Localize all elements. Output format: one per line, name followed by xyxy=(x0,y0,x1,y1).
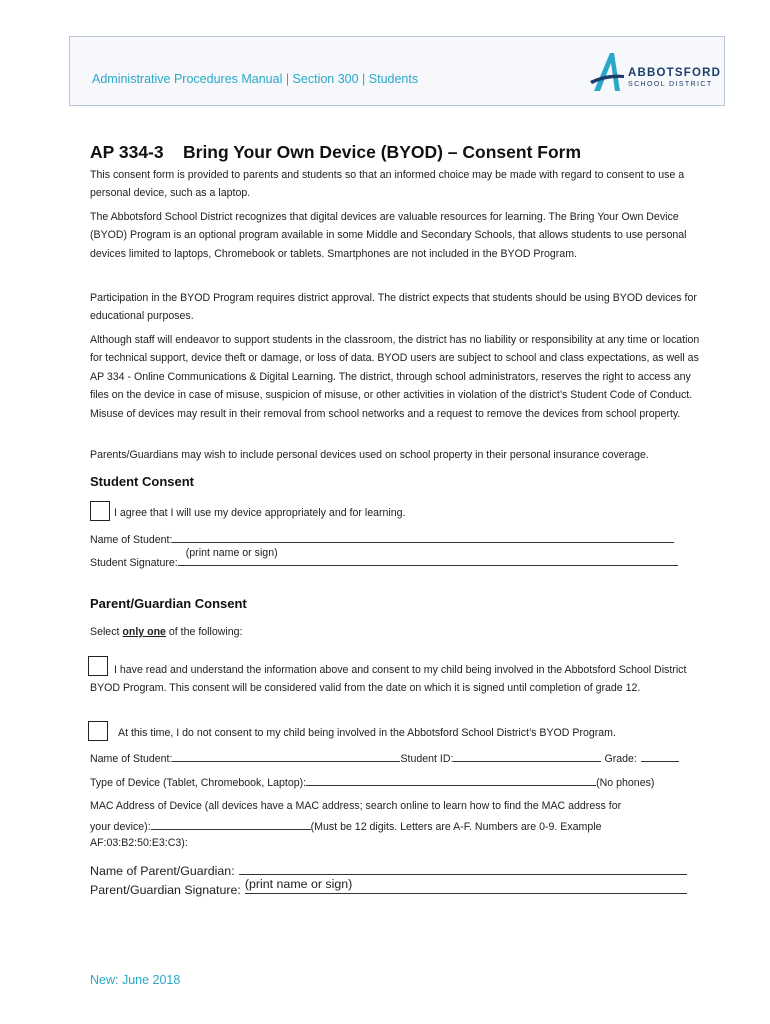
approval-paragraph: Participation in the BYOD Program requires district approval. The district expects that students should be using BYOD devices for educational purposes. xyxy=(90,292,697,323)
select-emphasis: only one xyxy=(122,626,166,638)
select-suffix: of the following: xyxy=(165,626,243,638)
student-signature-field[interactable] xyxy=(178,547,678,566)
device-type-label: Type of Device (Tablet, Chromebook, Laptop): xyxy=(90,777,307,789)
mac-row xyxy=(90,819,602,833)
parent-name-field[interactable] xyxy=(239,864,687,875)
no-consent-option-text: At this time, I do not consent to my child being involved in the Abbotsford School District’s BYOD Program. xyxy=(118,727,616,739)
student-name-field[interactable] xyxy=(172,532,674,543)
no-consent-option-checkbox[interactable] xyxy=(88,721,108,741)
grade-label: Grade: xyxy=(604,753,637,765)
student-signature-hint: (print name or sign) xyxy=(185,547,278,559)
revision-date: New: June 2018 xyxy=(90,973,181,987)
mac-label-cont: your device): xyxy=(90,821,151,833)
parent-student-name-label: Name of Student: xyxy=(90,753,173,765)
parent-signature-hint: (print name or sign) xyxy=(244,877,353,891)
select-prefix: Select xyxy=(90,626,123,638)
abbotsford-logo-icon xyxy=(590,51,626,95)
district-logo xyxy=(590,51,722,100)
grade-field[interactable] xyxy=(641,751,679,762)
page-title xyxy=(90,142,581,163)
mac-label: MAC Address of Device (all devices have a MAC address; search online to learn how to find the MAC address for xyxy=(90,800,622,812)
student-id-field[interactable] xyxy=(453,751,601,762)
program-paragraph: The Abbotsford School District recognizes that digital devices are valuable resources for learning. The Bring Your Own Device (BYOD) Program is an optional program available in some Middle and Secondary Schools, that allows students to use personal devices limited to laptops, Chromebook or tablets. Smartphones are not included in the BYOD Program. xyxy=(90,211,687,260)
student-signature-row xyxy=(90,547,678,569)
liability-paragraph: Although staff will endeavor to support students in the classroom, the district has no liability or responsibility at any time or location for technical support, device theft or damage, or loss of data. BYOD users are subject to school and class expectations, as well as AP 334 - Online Communications & Digital Learning. The district, through school administrators, reserves the right to access any files on the device in case of misuse, suspicion of misuse, or other activities in violation of the district’s Student Code of Conduct. Misuse of devices may result in their removal from school networks and a request to remove the devices from school property. xyxy=(90,334,700,420)
parent-signature-row xyxy=(90,877,687,897)
procedure-number: AP 334-3 xyxy=(90,142,164,162)
device-type-row xyxy=(90,775,654,789)
parent-student-name-field[interactable] xyxy=(172,751,400,762)
student-signature-label: Student Signature: xyxy=(90,557,178,569)
student-name-label: Name of Student: xyxy=(90,534,173,546)
parent-signature-field[interactable] xyxy=(244,877,687,894)
student-agree-label: I agree that I will use my device appropriately and for learning. xyxy=(114,507,406,519)
insurance-paragraph: Parents/Guardians may wish to include personal devices used on school property in their personal insurance coverage. xyxy=(90,449,649,461)
mac-example: AF:03:B2:50:E3:C3): xyxy=(90,837,188,849)
mac-address-field[interactable] xyxy=(151,819,311,830)
device-type-field[interactable] xyxy=(306,775,596,786)
mac-note: (Must be 12 digits. Letters are A-F. Numbers are 0-9. Example xyxy=(310,821,602,833)
parent-name-row xyxy=(90,864,687,878)
parent-consent-heading: Parent/Guardian Consent xyxy=(90,596,247,611)
form-title: Bring Your Own Device (BYOD) – Consent Form xyxy=(183,142,582,162)
document-header xyxy=(69,36,725,106)
student-consent-heading: Student Consent xyxy=(90,474,194,489)
student-name-row xyxy=(90,532,674,546)
student-id-label: Student ID: xyxy=(400,753,454,765)
header-text: Administrative Procedures Manual | Section 300 | Students xyxy=(92,72,419,86)
parent-name-label: Name of Parent/Guardian: xyxy=(90,864,235,878)
intro-paragraph: This consent form is provided to parents and students so that an informed choice may be made with regard to consent to use a personal device, such as a laptop. xyxy=(90,169,685,200)
parent-signature-label: Parent/Guardian Signature: xyxy=(90,883,241,897)
device-type-note: (No phones) xyxy=(596,777,655,789)
logo-subtitle: SCHOOL DISTRICT xyxy=(628,81,713,88)
select-instruction xyxy=(90,626,243,638)
parent-student-info-row xyxy=(90,751,679,765)
logo-name: ABBOTSFORD xyxy=(628,67,722,79)
consent-option-text: I have read and understand the information above and consent to my child being involved in the Abbotsford School District BYOD Program. This consent will be considered valid from the date on which it is signed until completion of grade 12. xyxy=(90,664,687,695)
student-agree-checkbox[interactable] xyxy=(90,501,110,521)
